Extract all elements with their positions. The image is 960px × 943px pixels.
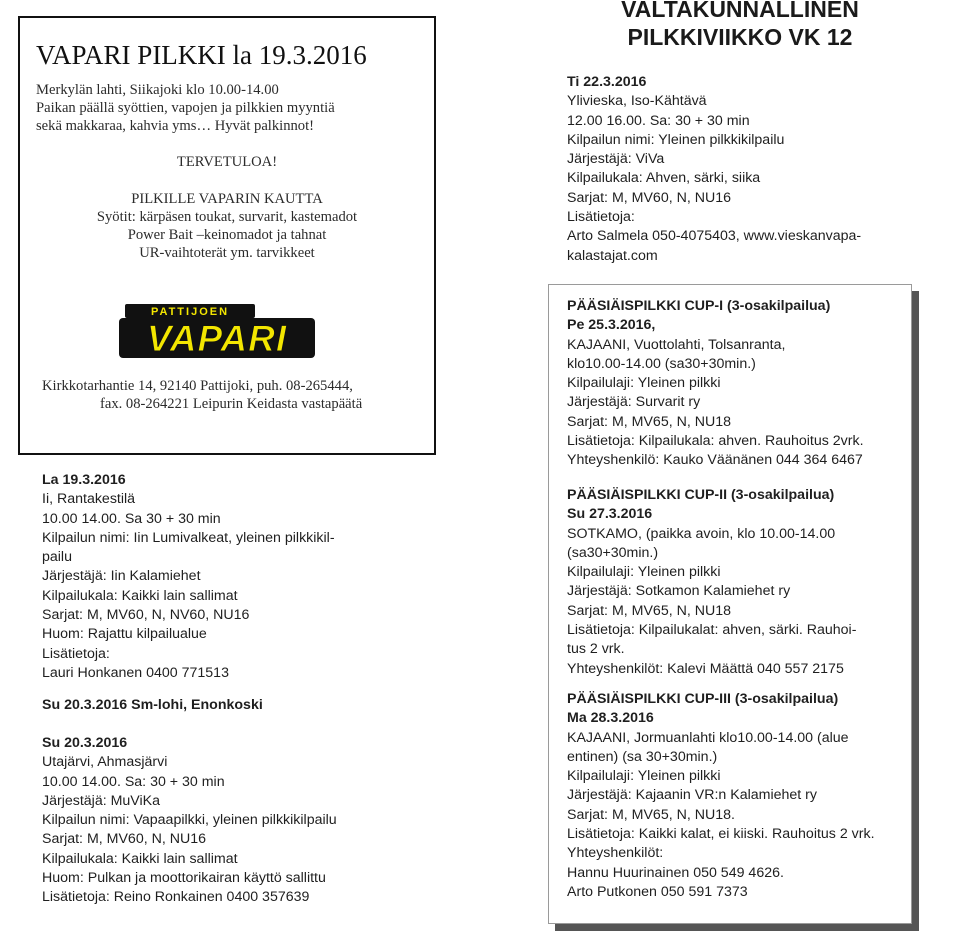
event-line: Lauri Honkanen 0400 771513 <box>42 664 229 681</box>
cup-line: (sa30+30min.) <box>567 544 659 561</box>
cup-line: Arto Putkonen 050 591 7373 <box>567 883 748 900</box>
ad-promo-line-1: PILKILLE VAPARIN KAUTTA <box>131 191 323 207</box>
ad-promo-line-4: UR-vaihtoterät ym. tarvikkeet <box>139 245 315 261</box>
cup-title: PÄÄSIÄISPILKKI CUP-I (3-osakilpailua) <box>567 298 831 314</box>
event-line: 12.00 16.00. Sa: 30 + 30 min <box>567 112 750 129</box>
vapari-logo <box>119 302 315 360</box>
event-line: Järjestäjä: Iin Kalamiehet <box>42 568 201 585</box>
event-line: Lisätietoja: Reino Ronkainen 0400 357639 <box>42 889 310 906</box>
event-line: Kilpailukala: Kaikki lain sallimat <box>42 587 238 604</box>
cup-line: klo10.00-14.00 (sa30+30min.) <box>567 355 756 372</box>
cup-line: Kilpailulaji: Yleinen pilkki <box>567 768 721 785</box>
event-line: 10.00 14.00. Sa 30 + 30 min <box>42 510 221 527</box>
cup-line: Järjestäjä: Kajaanin VR:n Kalamiehet ry <box>567 787 817 804</box>
event-la-19-3 <box>42 471 335 683</box>
logo-small-text: PATTIJOEN <box>150 306 230 318</box>
cup-date: Su 27.3.2016 <box>567 506 653 523</box>
event-line: Kilpailun nimi: Vapaapilkki, yleinen pilkkikilpailu <box>42 812 337 829</box>
cup-line: Lisätietoja: Kilpailukalat: ahven, särki. Rauhoi- <box>567 622 857 639</box>
event-su-20-3-utajarvi <box>42 734 337 908</box>
header-line-1: VALTAKUNNALLINEN <box>621 0 859 22</box>
event-line: Lisätietoja: <box>42 645 110 662</box>
event-line: Kilpailun nimi: Yleinen pilkkikilpailu <box>567 131 785 148</box>
ad-promo-line-3: Power Bait –keinomadot ja tahnat <box>127 227 327 243</box>
ad-title: VAPARI PILKKI la 19.3.2016 <box>36 40 367 70</box>
ad-address-line-2: fax. 08-264221 Leipurin Keidasta vastapäätä <box>100 396 363 412</box>
event-line: Kilpailukala: Ahven, särki, siika <box>567 170 761 187</box>
cup-line: Lisätietoja: Kilpailukala: ahven. Rauhoitus 2vrk. <box>567 433 864 450</box>
ad-address-line-1: Kirkkotarhantie 14, 92140 Pattijoki, puh. 08-265444, <box>42 378 353 394</box>
event-line: Kilpailukala: Kaikki lain sallimat <box>42 850 238 867</box>
cup-line: KAJAANI, Jormuanlahti klo10.00-14.00 (alue <box>567 729 849 746</box>
event-date: Ti 22.3.2016 <box>567 74 647 90</box>
ad-promo-line-2: Syötit: kärpäsen toukat, survarit, kastemadot <box>96 209 358 225</box>
cup-line: Kilpailulaji: Yleinen pilkki <box>567 375 721 392</box>
vapari-advertisement <box>18 16 436 455</box>
cup-line: Sarjat: M, MV65, N, NU18 <box>567 602 731 619</box>
ad-location-line: Merkylän lahti, Siikajoki klo 10.00-14.00 <box>36 82 279 98</box>
event-line: pailu <box>42 549 72 566</box>
event-line: 10.00 14.00. Sa: 30 + 30 min <box>42 773 225 790</box>
cup-line: Kilpailulaji: Yleinen pilkki <box>567 564 721 581</box>
event-ti-22-3 <box>567 73 861 266</box>
event-date: La 19.3.2016 <box>42 472 126 488</box>
event-line: Huom: Pulkan ja moottorikairan käyttö sallittu <box>42 870 326 887</box>
event-line: Arto Salmela 050-4075403, www.vieskanvapa- <box>567 228 862 245</box>
event-date: Su 20.3.2016 <box>42 735 128 751</box>
cup-line: Yhteyshenkilöt: <box>567 845 664 862</box>
cup-date: Ma 28.3.2016 <box>567 710 654 727</box>
event-line: Ii, Rantakestilä <box>42 491 136 508</box>
event-line: Sarjat: M, MV60, N, NU16 <box>42 831 206 848</box>
cup-line: Järjestäjä: Survarit ry <box>567 394 701 411</box>
logo-big-text: VAPARI <box>146 318 288 359</box>
cup-date: Pe 25.3.2016, <box>567 317 656 334</box>
ad-info-line-2: sekä makkaraa, kahvia yms… Hyvät palkinnot! <box>36 118 315 134</box>
cup-line: Hannu Huurinainen 050 549 4626. <box>567 864 784 881</box>
cup-line: tus 2 vrk. <box>567 641 625 658</box>
event-line: Kilpailun nimi: Iin Lumivalkeat, yleinen pilkkikil- <box>42 529 335 546</box>
header-line-2: PILKKIVIIKKO VK 12 <box>627 24 853 50</box>
cup-line: SOTKAMO, (paikka avoin, klo 10.00-14.00 <box>567 525 836 542</box>
event-line: Utajärvi, Ahmasjärvi <box>42 754 168 771</box>
ad-welcome: TERVETULOA! <box>176 154 278 170</box>
event-line: Ylivieska, Iso-Kähtävä <box>567 93 707 110</box>
event-line: Järjestäjä: ViVa <box>567 151 665 168</box>
event-line: Huom: Rajattu kilpailualue <box>42 626 207 643</box>
cup-1 <box>567 297 864 471</box>
cup-3 <box>567 690 875 902</box>
cup-2 <box>567 486 856 679</box>
cup-line: Lisätietoja: Kaikki kalat, ei kiiski. Rauhoitus 2 vrk. <box>567 826 875 843</box>
event-su-20-3-enonkoski: Su 20.3.2016 Sm-lohi, Enonkoski <box>42 697 263 713</box>
event-line: Sarjat: M, MV60, N, NU16 <box>567 189 731 206</box>
cup-line: Yhteyshenkilöt: Kalevi Määttä 040 557 2175 <box>567 660 844 677</box>
event-line: Lisätietoja: <box>567 209 635 226</box>
event-line: Sarjat: M, MV60, N, NV60, NU16 <box>42 607 250 624</box>
cup-title: PÄÄSIÄISPILKKI CUP-II (3-osakilpailua) <box>567 487 835 503</box>
cup-line: KAJAANI, Vuottolahti, Tolsanranta, <box>567 336 786 353</box>
cup-line: entinen) (sa 30+30min.) <box>567 748 718 765</box>
cup-line: Yhteyshenkilö: Kauko Väänänen 044 364 6467 <box>567 452 863 469</box>
cup-line: Sarjat: M, MV65, N, NU18 <box>567 413 731 430</box>
event-line: Järjestäjä: MuViKa <box>42 792 161 809</box>
cup-title: PÄÄSIÄISPILKKI CUP-III (3-osakilpailua) <box>567 691 839 707</box>
cup-line: Sarjat: M, MV65, N, NU18. <box>567 806 735 823</box>
event-line: kalastajat.com <box>567 247 658 264</box>
ad-info-line-1: Paikan päällä syöttien, vapojen ja pilkkien myyntiä <box>36 100 335 116</box>
cup-line: Järjestäjä: Sotkamon Kalamiehet ry <box>567 583 791 600</box>
